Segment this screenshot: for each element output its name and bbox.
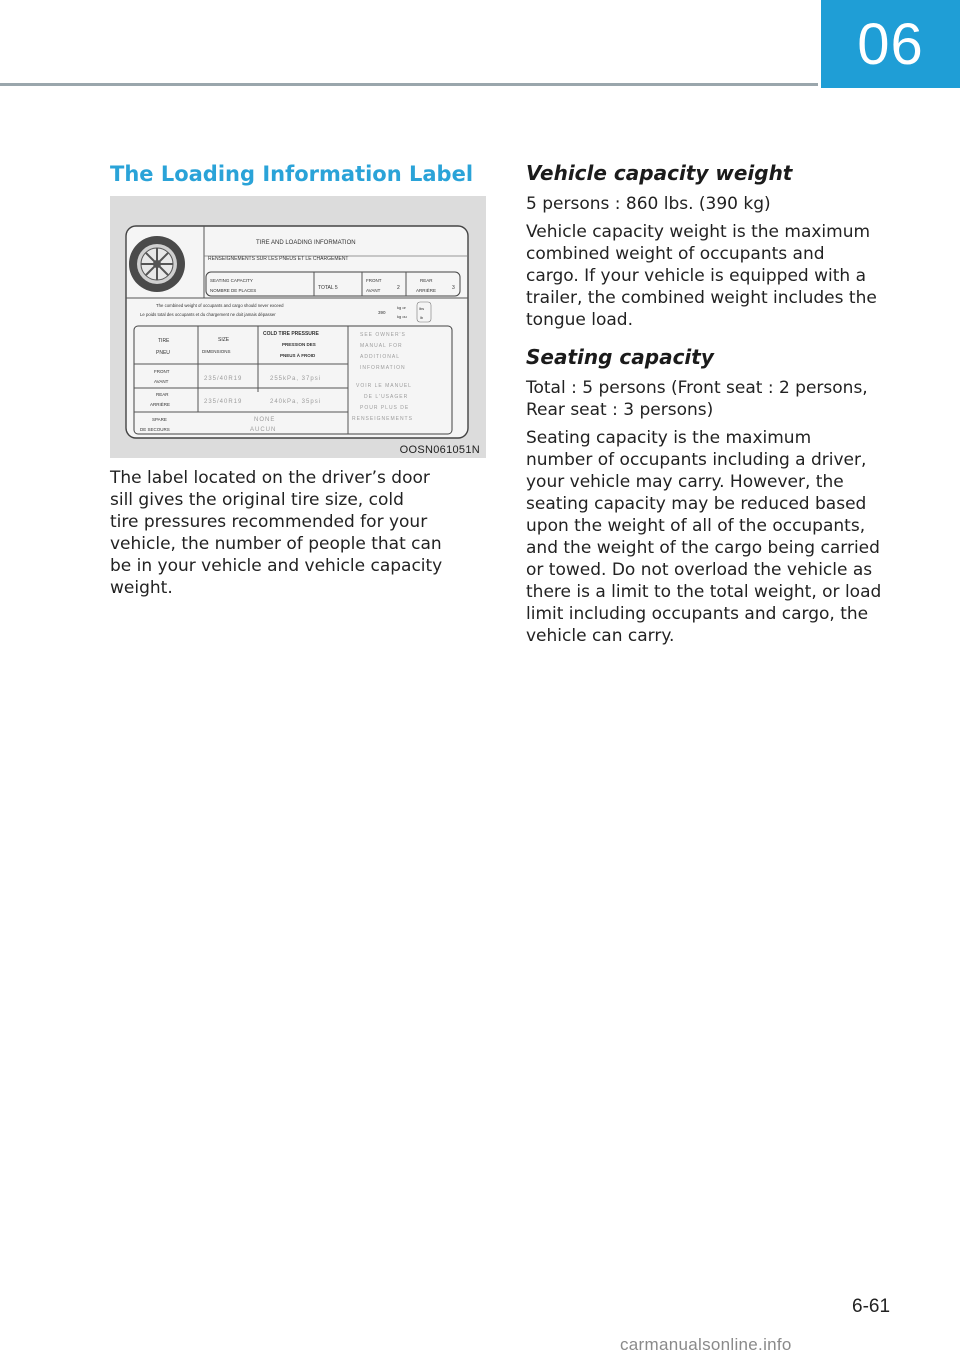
col-tire: TIRE (158, 338, 170, 344)
seating-capacity-value (526, 377, 916, 421)
row-rear-size: 235/40R19 (204, 399, 243, 405)
spare-aucun: AUCUN (250, 427, 277, 433)
voir-manuel-4: RENSEIGNEMENTS (352, 416, 413, 422)
weight-lbs-2: lb (420, 315, 424, 320)
row-front-pressure: 255kPa, 37psi (270, 376, 322, 382)
weight-lbs-1: lbs (419, 306, 425, 311)
text-line: The label located on the driver’s door (110, 468, 430, 488)
col-pressure: COLD TIRE PRESSURE (263, 331, 319, 337)
seating-front-en: FRONT (366, 278, 382, 283)
text-line: sill gives the original tire size, cold (110, 490, 404, 510)
text-line: upon the weight of all of the occupants, (526, 516, 866, 536)
row-front-fr: AVANT (154, 379, 169, 384)
spare-none: NONE (254, 417, 276, 423)
watermark: carmanualsonline.info (620, 1335, 792, 1354)
col-size-fr: DIMENSIONS (202, 349, 231, 354)
row-front-size: 235/40R19 (204, 376, 243, 382)
text-line: vehicle, the number of people that can (110, 534, 442, 554)
left-column (110, 157, 486, 599)
text-line: Seating capacity is the maximum (526, 428, 812, 448)
figure-code: OOSN061051N (399, 444, 480, 456)
text-line: seating capacity may be reduced based (526, 494, 867, 514)
seating-front-count: 2 (397, 285, 400, 291)
seating-total: TOTAL 5 (318, 285, 338, 291)
weight-value: 390 (378, 310, 386, 315)
text-line: weight. (110, 578, 173, 598)
right-column (526, 157, 916, 647)
see-owners-4: INFORMATION (360, 365, 406, 371)
text-line: Rear seat : 3 persons) (526, 400, 714, 420)
page-number: 6-61 (852, 1296, 891, 1317)
text-line: vehicle can carry. (526, 626, 675, 646)
text-line: tongue load. (526, 310, 634, 330)
seating-rear-fr: ARRIÈRE (416, 288, 437, 293)
chapter-tab (821, 0, 960, 88)
row-spare-fr: DE SECOURS (140, 427, 170, 432)
text-line: limit including occupants and cargo, the (526, 604, 869, 624)
voir-manuel-3: POUR PLUS DE (360, 405, 410, 411)
text-line: combined weight of occupants and (526, 244, 825, 264)
chapter-number: 06 (857, 11, 924, 77)
seating-rear-en: REAR (420, 278, 433, 283)
seating-capacity-description (526, 427, 916, 647)
text-line: and the weight of the cargo being carried (526, 538, 880, 558)
combined-weight-en: The combined weight of occupants and cargo should never exceed (156, 303, 284, 308)
col-pressure-fr1: PRESSION DES (282, 342, 316, 347)
weight-unit-1: kg or (397, 305, 406, 310)
capacity-weight-description (526, 221, 916, 331)
text-line: Total : 5 persons (Front seat : 2 persons, (526, 378, 868, 398)
row-rear: REAR (156, 392, 169, 397)
loading-label-illustration (110, 196, 486, 458)
text-line: or towed. Do not overload the vehicle as (526, 560, 873, 580)
loading-label-figure (110, 196, 486, 458)
seating-rear-count: 3 (452, 285, 455, 291)
weight-unit-2: kg ou (397, 314, 407, 319)
see-owners-3: ADDITIONAL (360, 354, 401, 360)
seating-capacity-en: SEATING CAPACITY (210, 278, 253, 283)
col-size: SIZE (218, 337, 230, 343)
see-owners-2: MANUAL FOR (360, 343, 403, 349)
header-rule (0, 83, 818, 86)
label-title-fr: RENSEIGNEMENTS SUR LES PNEUS ET LE CHARGEMENT (208, 256, 349, 262)
text-line: there is a limit to the total weight, or load (526, 582, 882, 602)
col-pressure-fr2: PNEUS À FROID (280, 353, 316, 358)
label-title-en: TIRE AND LOADING INFORMATION (256, 240, 356, 246)
seating-front-fr: AVANT (366, 288, 381, 293)
text-line: Vehicle capacity weight is the maximum (526, 222, 871, 242)
row-rear-pressure: 240kPa, 35psi (270, 399, 322, 405)
seating-capacity-heading: Seating capacity (526, 345, 714, 369)
col-tire-fr: PNEU (156, 350, 170, 356)
capacity-weight-value: 5 persons : 860 lbs. (390 kg) (526, 194, 771, 214)
row-front: FRONT (154, 369, 170, 374)
section-heading: The Loading Information Label (110, 162, 474, 186)
text-line: trailer, the combined weight includes the (526, 288, 877, 308)
voir-manuel-1: VOIR LE MANUEL (356, 383, 412, 389)
combined-weight-fr: Le poids total des occupants et du chargement ne doit jamais dépasser (140, 312, 276, 317)
text-line: your vehicle may carry. However, the (526, 472, 844, 492)
tire-icon (129, 236, 185, 292)
capacity-weight-heading: Vehicle capacity weight (526, 161, 793, 185)
text-line: be in your vehicle and vehicle capacity (110, 556, 443, 576)
see-owners-1: SEE OWNER'S (360, 332, 406, 338)
label-description (110, 467, 486, 599)
row-rear-fr: ARRIÈRE (150, 402, 171, 407)
text-line: tire pressures recommended for your (110, 512, 428, 532)
seating-capacity-fr: NOMBRE DE PLACES (210, 288, 257, 293)
text-line: number of occupants including a driver, (526, 450, 867, 470)
row-spare: SPARE (152, 417, 167, 422)
voir-manuel-2: DE L'USAGER (364, 394, 409, 400)
text-line: cargo. If your vehicle is equipped with a (526, 266, 866, 286)
